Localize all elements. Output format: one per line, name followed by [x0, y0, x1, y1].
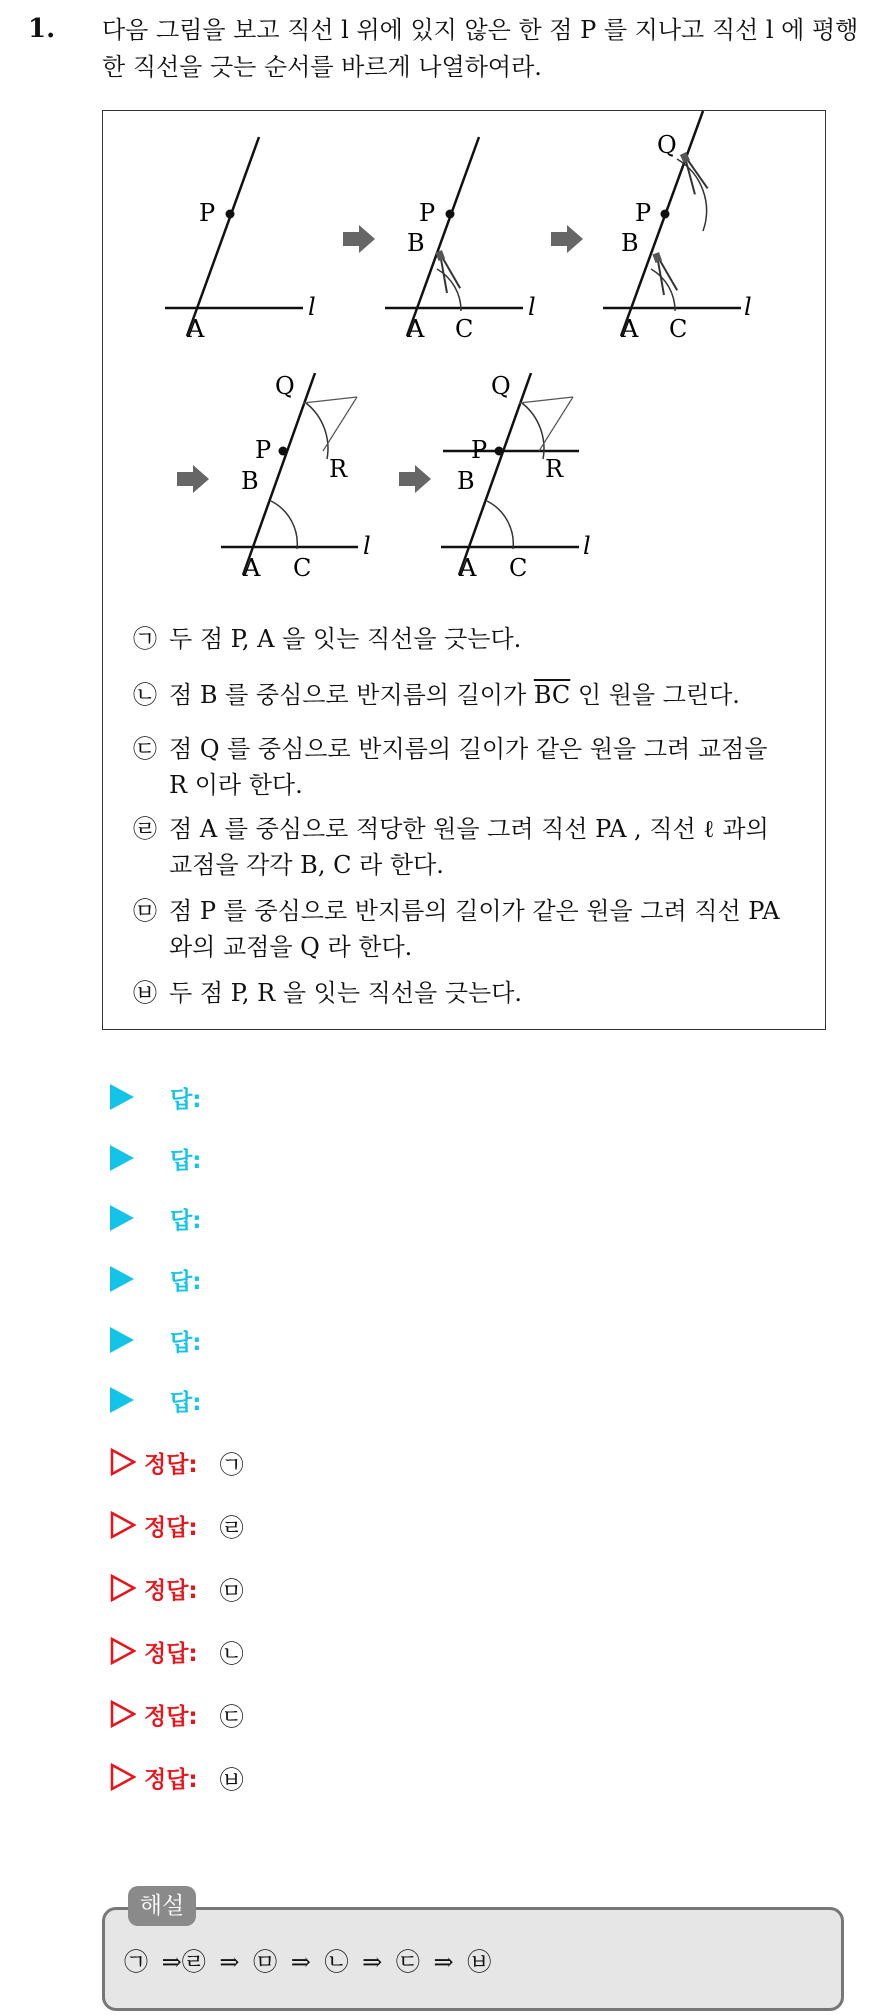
label-A: A	[407, 315, 425, 343]
step-2	[133, 677, 813, 713]
correct-value: ㉡	[219, 1639, 244, 1668]
step-arrow-3	[177, 465, 209, 493]
label-B: B	[407, 229, 425, 257]
step-4	[133, 811, 813, 883]
step-mark: ㉣	[133, 815, 157, 843]
label-R: R	[329, 455, 348, 483]
correct-answer-row	[110, 1631, 244, 1671]
label-P: P	[419, 199, 436, 227]
answer-row[interactable]	[110, 1198, 201, 1238]
correct-value: ㉤	[219, 1576, 244, 1605]
step-arrow-2	[551, 225, 583, 253]
label-l: l	[528, 293, 536, 321]
answer-label: 답:	[170, 1389, 202, 1416]
answer-label: 답:	[170, 1086, 202, 1113]
answer-row[interactable]	[110, 1138, 201, 1178]
correct-value: ㉥	[219, 1765, 244, 1794]
label-C: C	[455, 315, 474, 343]
step-arrow-4	[399, 465, 431, 493]
correct-answer-row	[110, 1757, 244, 1797]
step-text: 두 점 P, R 을 잇는 직선을 긋는다.	[169, 979, 523, 1007]
correct-value: ㉢	[219, 1702, 244, 1731]
play-icon	[110, 1327, 134, 1353]
question-number: 1.	[28, 14, 56, 44]
panel-4	[221, 372, 371, 582]
label-l: l	[583, 532, 591, 560]
label-P: P	[199, 199, 216, 227]
step-text: 점 A 를 중심으로 적당한 원을 그려 직선 PA , 직선 ℓ 과의 교점을 각각 B, C 라 한다.	[169, 815, 769, 879]
panel-1	[165, 137, 316, 343]
step-1	[133, 621, 813, 657]
label-P: P	[635, 199, 652, 227]
label-B: B	[621, 229, 639, 257]
step-mark: ㉠	[133, 625, 157, 653]
answer-label: 답:	[170, 1329, 202, 1356]
step-3	[133, 731, 813, 803]
step-mark: ㉥	[133, 979, 157, 1007]
outline-triangle-icon	[110, 1763, 136, 1791]
panel-5	[441, 372, 591, 582]
play-icon	[110, 1084, 134, 1110]
answer-row[interactable]	[110, 1077, 201, 1117]
correct-answer-row	[110, 1505, 244, 1545]
label-B: B	[241, 467, 259, 495]
play-icon	[110, 1205, 134, 1231]
label-Q: Q	[491, 372, 511, 400]
panel-3	[603, 111, 752, 343]
play-icon	[110, 1387, 134, 1413]
correct-label: 정답:	[144, 1514, 198, 1541]
label-A: A	[187, 315, 205, 343]
step-text: 인 원을 그린다.	[570, 681, 740, 709]
correct-label: 정답:	[144, 1766, 198, 1793]
step-mark: ㉢	[133, 735, 157, 763]
solution-tag: 해설	[128, 1886, 196, 1926]
label-R: R	[545, 455, 564, 483]
answer-label: 답:	[170, 1207, 202, 1234]
label-l: l	[308, 293, 316, 321]
correct-label: 정답:	[144, 1451, 198, 1478]
step-arrow-1	[343, 225, 375, 253]
label-C: C	[509, 554, 528, 582]
correct-label: 정답:	[144, 1577, 198, 1604]
label-A: A	[243, 554, 261, 582]
step-text: 점 B 를 중심으로 반지름의 길이가	[169, 681, 534, 709]
solution-text: ㉠ ⇒㉣ ⇒ ㉤ ⇒ ㉡ ⇒ ㉢ ⇒ ㉥	[124, 1948, 492, 1976]
correct-answer-row	[110, 1568, 244, 1608]
answer-label: 답:	[170, 1268, 202, 1295]
play-icon	[110, 1145, 134, 1171]
segment-bc: $\overline{BC}$	[533, 681, 571, 709]
answer-row[interactable]	[110, 1380, 201, 1420]
outline-triangle-icon	[110, 1511, 136, 1539]
figure-box	[102, 110, 826, 1030]
answer-row[interactable]	[110, 1320, 201, 1360]
label-A: A	[459, 554, 477, 582]
label-B: B	[457, 467, 475, 495]
correct-label: 정답:	[144, 1703, 198, 1730]
outline-triangle-icon	[110, 1574, 136, 1602]
label-C: C	[293, 554, 312, 582]
label-Q: Q	[275, 372, 295, 400]
answer-row[interactable]	[110, 1259, 201, 1299]
step-6	[133, 975, 813, 1011]
label-Q: Q	[657, 131, 677, 159]
correct-value: ㉣	[219, 1513, 244, 1542]
label-A: A	[621, 315, 639, 343]
step-text: 점 Q 를 중심으로 반지름의 길이가 같은 원을 그려 교점을 R 이라 한다.	[169, 735, 768, 799]
step-5	[133, 893, 813, 965]
correct-label: 정답:	[144, 1640, 198, 1667]
label-P: P	[471, 436, 488, 464]
outline-triangle-icon	[110, 1637, 136, 1665]
label-l: l	[363, 532, 371, 560]
step-text: 점 P 를 중심으로 반지름의 길이가 같은 원을 그려 직선 PA 와의 교점을 Q 라 한다.	[169, 897, 780, 961]
step-mark: ㉤	[133, 897, 157, 925]
correct-value: ㉠	[219, 1450, 244, 1479]
step-text: 두 점 P, A 을 잇는 직선을 긋는다.	[169, 625, 522, 653]
step-mark: ㉡	[133, 681, 157, 709]
answer-label: 답:	[170, 1147, 202, 1174]
label-l: l	[744, 293, 752, 321]
question-text: 다음 그림을 보고 직선 l 위에 있지 않은 한 점 P 를 지나고 직선 l 에 평행한 직선을 긋는 순서를 바르게 나열하여라.	[102, 16, 859, 81]
play-icon	[110, 1266, 134, 1292]
panel-2	[385, 137, 536, 343]
correct-answer-row	[110, 1694, 244, 1734]
outline-triangle-icon	[110, 1700, 136, 1728]
outline-triangle-icon	[110, 1448, 136, 1476]
correct-answer-row	[110, 1442, 244, 1482]
label-P: P	[255, 436, 272, 464]
label-C: C	[669, 315, 688, 343]
